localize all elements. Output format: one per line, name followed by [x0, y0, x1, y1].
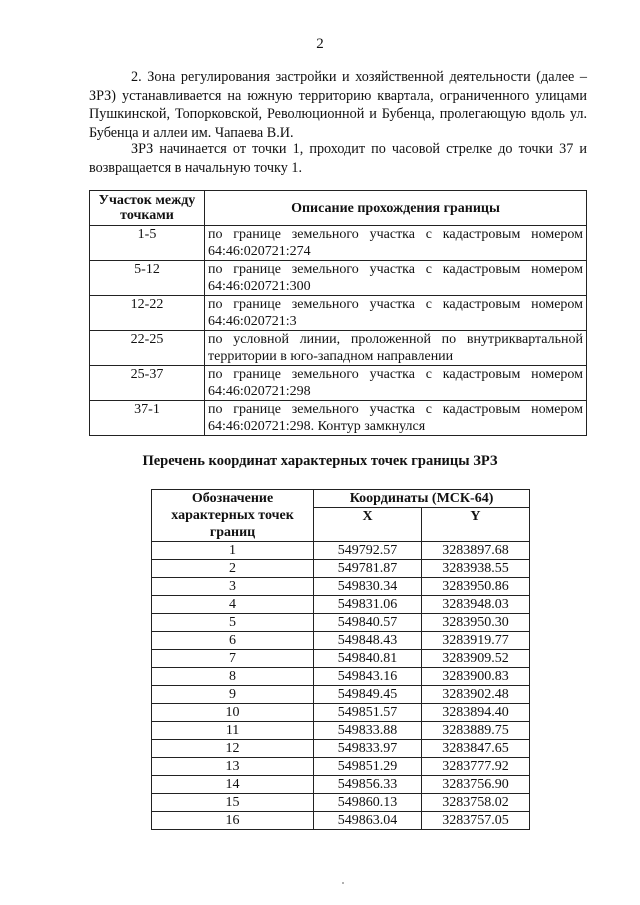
coordinates-header-coords: Координаты (МСК-64) — [314, 490, 530, 508]
boundary-segment-cell: 5-12 — [90, 261, 205, 296]
coordinates-row — [152, 578, 530, 596]
coordinates-y-cell: 3283909.52 — [421, 650, 529, 668]
coordinates-point-cell: 9 — [152, 686, 314, 704]
coordinates-y-cell: 3283757.05 — [421, 812, 529, 830]
coordinates-x-cell: 549833.88 — [314, 722, 422, 740]
boundary-segment-cell: 12-22 — [90, 296, 205, 331]
coordinates-row — [152, 758, 530, 776]
boundary-row — [90, 296, 587, 331]
coordinates-y-cell: 3283756.90 — [421, 776, 529, 794]
coordinates-x-cell: 549851.29 — [314, 758, 422, 776]
boundary-table — [89, 190, 587, 436]
coordinates-header-y: Y — [421, 508, 529, 542]
boundary-description-cell: по границе земельного участка с кадастровым номером 64:46:020721:298. Контур замкнулся — [205, 401, 587, 436]
coordinates-point-cell: 16 — [152, 812, 314, 830]
coordinates-y-cell: 3283847.65 — [421, 740, 529, 758]
coordinates-header-x: X — [314, 508, 422, 542]
boundary-header-segment: Участок между точками — [90, 191, 205, 226]
coordinates-point-cell: 14 — [152, 776, 314, 794]
boundary-row — [90, 226, 587, 261]
coordinates-row — [152, 740, 530, 758]
coordinates-point-cell: 11 — [152, 722, 314, 740]
coordinates-point-cell: 2 — [152, 560, 314, 578]
coordinates-x-cell: 549848.43 — [314, 632, 422, 650]
boundary-segment-cell: 1-5 — [90, 226, 205, 261]
page-number: 2 — [316, 36, 324, 52]
boundary-table-header — [90, 191, 587, 226]
coordinates-y-cell: 3283894.40 — [421, 704, 529, 722]
coordinates-point-cell: 15 — [152, 794, 314, 812]
paragraph-zone-route: ЗРЗ начинается от точки 1, проходит по часовой стрелке до точки 37 и возвращается в начальную точку 1. — [89, 141, 587, 176]
coordinates-x-cell: 549833.97 — [314, 740, 422, 758]
coordinates-y-cell: 3283777.92 — [421, 758, 529, 776]
coordinates-row — [152, 650, 530, 668]
coordinates-point-cell: 3 — [152, 578, 314, 596]
boundary-description-cell: по границе земельного участка с кадастровым номером 64:46:020721:298 — [205, 366, 587, 401]
coordinates-x-cell: 549851.57 — [314, 704, 422, 722]
coordinates-point-cell: 4 — [152, 596, 314, 614]
coordinates-header-row-1 — [152, 490, 530, 508]
coordinates-row — [152, 812, 530, 830]
coordinates-y-cell: 3283900.83 — [421, 668, 529, 686]
coordinates-y-cell: 3283758.02 — [421, 794, 529, 812]
boundary-description-cell: по условной линии, проложенной по внутриквартальной территории в юго-западном направлении — [205, 331, 587, 366]
coordinates-point-cell: 7 — [152, 650, 314, 668]
coordinates-point-cell: 12 — [152, 740, 314, 758]
coordinates-row — [152, 722, 530, 740]
coordinates-point-cell: 13 — [152, 758, 314, 776]
coordinates-table-body — [152, 542, 530, 830]
coordinates-row — [152, 686, 530, 704]
coordinates-x-cell: 549781.87 — [314, 560, 422, 578]
coordinates-row — [152, 542, 530, 560]
coordinates-row — [152, 794, 530, 812]
coordinates-x-cell: 549792.57 — [314, 542, 422, 560]
coordinates-table — [151, 489, 530, 830]
boundary-segment-cell: 22-25 — [90, 331, 205, 366]
coordinates-table-title: Перечень координат характерных точек границы ЗРЗ — [142, 453, 498, 469]
coordinates-x-cell: 549863.04 — [314, 812, 422, 830]
coordinates-x-cell: 549840.81 — [314, 650, 422, 668]
boundary-description-cell: по границе земельного участка с кадастровым номером 64:46:020721:300 — [205, 261, 587, 296]
boundary-table-body — [90, 226, 587, 436]
coordinates-x-cell: 549840.57 — [314, 614, 422, 632]
coordinates-y-cell: 3283919.77 — [421, 632, 529, 650]
coordinates-header-point: Обозначение характерных точек границ — [152, 490, 314, 542]
boundary-segment-cell: 37-1 — [90, 401, 205, 436]
coordinates-point-cell: 10 — [152, 704, 314, 722]
coordinates-x-cell: 549860.13 — [314, 794, 422, 812]
boundary-header-description: Описание прохождения границы — [205, 191, 587, 226]
boundary-row — [90, 366, 587, 401]
coordinates-row — [152, 704, 530, 722]
scan-dot — [342, 882, 344, 884]
coordinates-row — [152, 632, 530, 650]
boundary-description-cell: по границе земельного участка с кадастровым номером 64:46:020721:274 — [205, 226, 587, 261]
coordinates-point-cell: 6 — [152, 632, 314, 650]
coordinates-x-cell: 549830.34 — [314, 578, 422, 596]
coordinates-x-cell: 549843.16 — [314, 668, 422, 686]
coordinates-x-cell: 549849.45 — [314, 686, 422, 704]
coordinates-row — [152, 614, 530, 632]
coordinates-x-cell: 549831.06 — [314, 596, 422, 614]
boundary-description-cell: по границе земельного участка с кадастровым номером 64:46:020721:3 — [205, 296, 587, 331]
coordinates-point-cell: 5 — [152, 614, 314, 632]
coordinates-y-cell: 3283948.03 — [421, 596, 529, 614]
coordinates-y-cell: 3283902.48 — [421, 686, 529, 704]
coordinates-x-cell: 549856.33 — [314, 776, 422, 794]
coordinates-row — [152, 560, 530, 578]
coordinates-row — [152, 776, 530, 794]
coordinates-y-cell: 3283950.30 — [421, 614, 529, 632]
coordinates-point-cell: 1 — [152, 542, 314, 560]
coordinates-y-cell: 3283938.55 — [421, 560, 529, 578]
boundary-row — [90, 331, 587, 366]
coordinates-y-cell: 3283889.75 — [421, 722, 529, 740]
boundary-segment-cell: 25-37 — [90, 366, 205, 401]
boundary-row — [90, 401, 587, 436]
coordinates-row — [152, 596, 530, 614]
coordinates-y-cell: 3283950.86 — [421, 578, 529, 596]
coordinates-y-cell: 3283897.68 — [421, 542, 529, 560]
coordinates-point-cell: 8 — [152, 668, 314, 686]
coordinates-row — [152, 668, 530, 686]
paragraph-zone-description: 2. Зона регулирования застройки и хозяйственной деятельности (далее – ЗРЗ) устанавливается на южную территорию квартала, ограниченного улицами Пушкинской, Топорковской, Революционной и Бубенца, пролегающую вдоль ул. Бубенца и аллеи им. Чапаева В.И. — [89, 69, 587, 141]
boundary-row — [90, 261, 587, 296]
